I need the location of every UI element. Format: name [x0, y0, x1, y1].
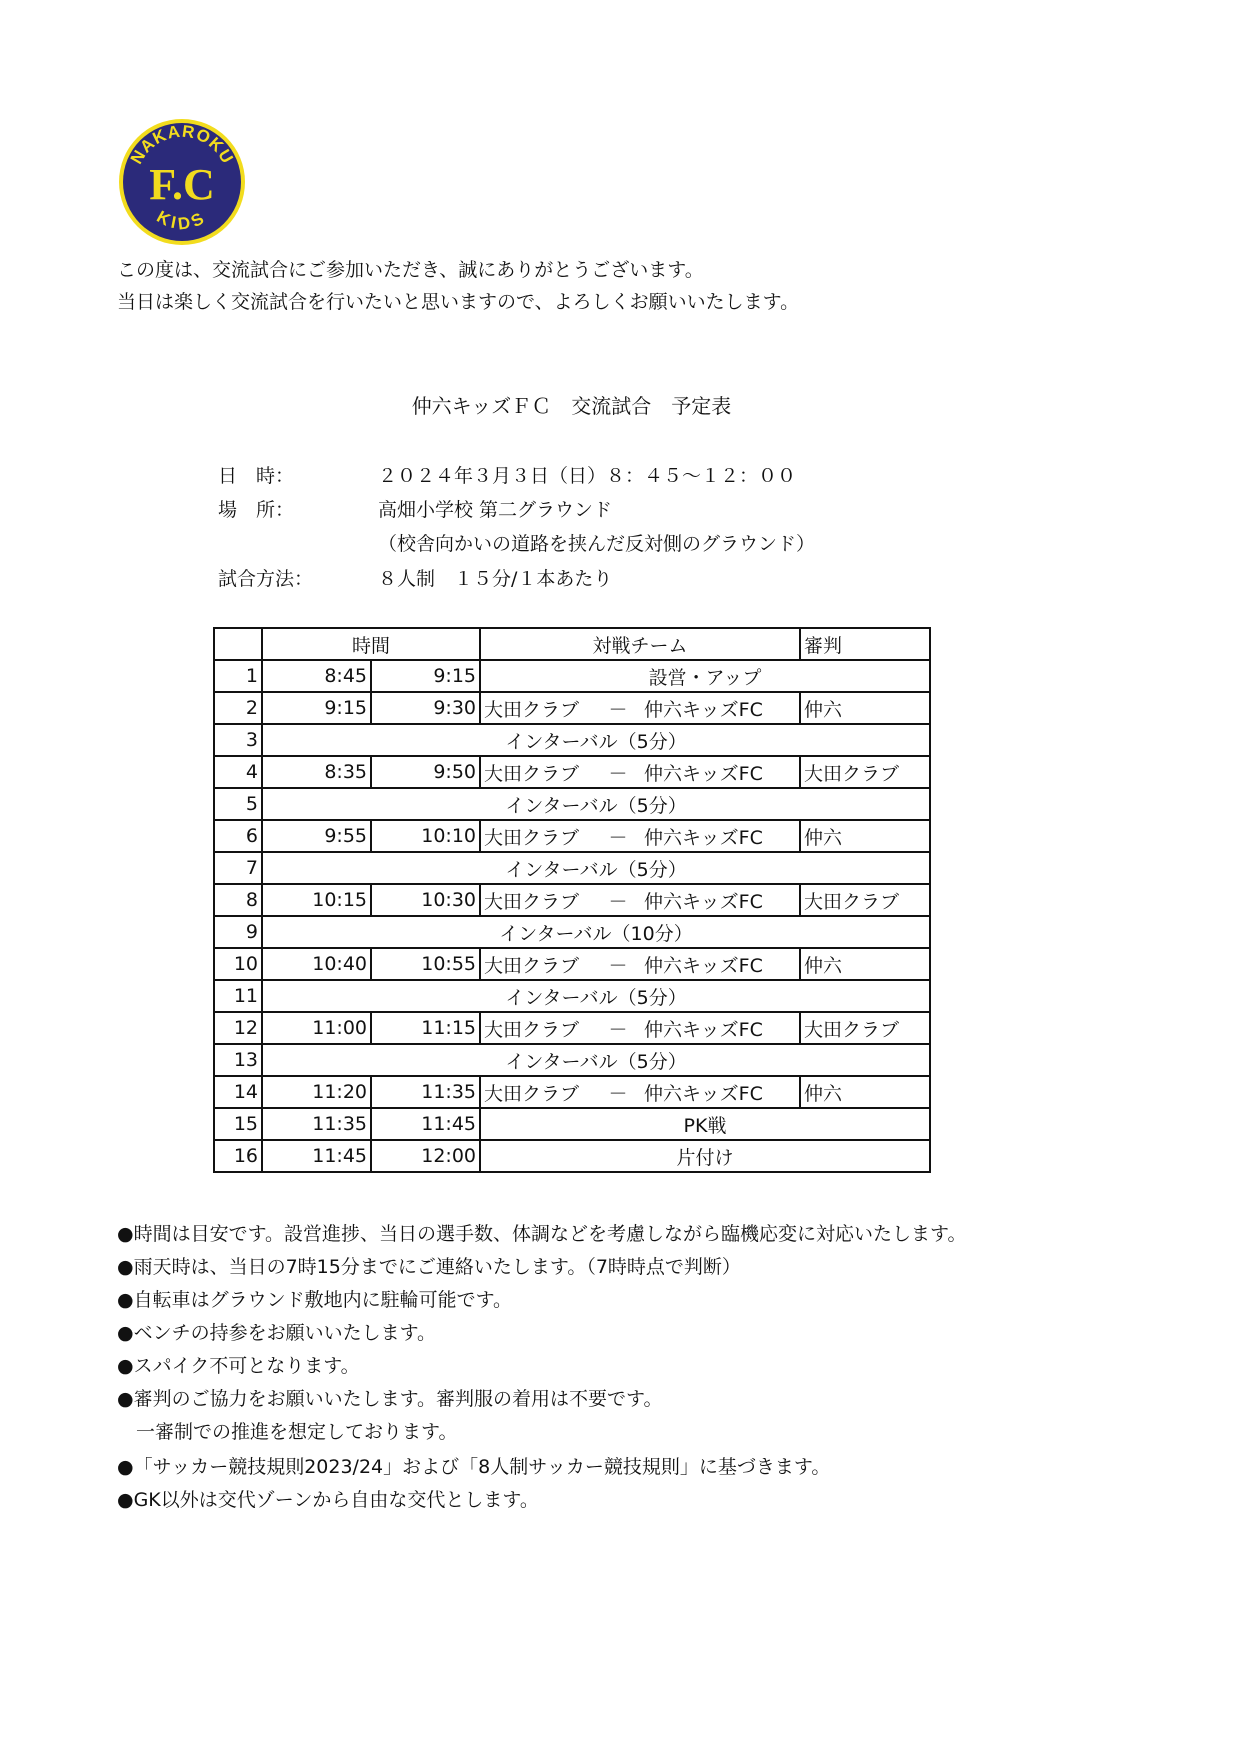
- method-label: 試合方法：: [218, 568, 314, 590]
- table-row: [214, 1140, 930, 1172]
- row-number: 9: [214, 916, 262, 948]
- team-home: 大田クラブ: [484, 1018, 580, 1041]
- note-item: ●GK以外は交代ゾーンから自由な交代とします。: [117, 1489, 539, 1511]
- table-row: [214, 692, 930, 724]
- team-away: 仲六キッズFC: [644, 1082, 763, 1105]
- row-number: 5: [214, 788, 262, 820]
- end-time: 10:30: [371, 884, 480, 916]
- referee-cell: 大田クラブ: [800, 884, 930, 916]
- activity-cell: 片付け: [480, 1140, 930, 1172]
- logo-center-text: F.C: [149, 160, 215, 209]
- date-value: ２０２４年３月３日（日）８：４５～１２：００: [378, 465, 797, 487]
- end-time: 11:35: [371, 1076, 480, 1108]
- vs-dash: －: [608, 1082, 628, 1105]
- vs-dash: －: [608, 890, 628, 913]
- end-time: 9:30: [371, 692, 480, 724]
- activity-cell: PK戦: [480, 1108, 930, 1140]
- note-item: ●ベンチの持参をお願いいたします。: [117, 1322, 437, 1344]
- match-cell: [480, 820, 800, 852]
- start-time: 11:45: [262, 1140, 371, 1172]
- team-home: 大田クラブ: [484, 826, 580, 849]
- row-number: 11: [214, 980, 262, 1012]
- start-time: 11:20: [262, 1076, 371, 1108]
- end-time: 11:45: [371, 1108, 480, 1140]
- team-logo: [117, 117, 247, 247]
- row-number: 16: [214, 1140, 262, 1172]
- row-number: 1: [214, 660, 262, 692]
- intro-line-2: 当日は楽しく交流試合を行いたいと思いますので、よろしくお願いいたします。: [117, 291, 800, 313]
- table-row: [214, 1044, 930, 1076]
- table-header-row: [214, 628, 930, 660]
- interval-cell: インターバル（10分）: [262, 916, 930, 948]
- table-row: [214, 820, 930, 852]
- row-number: 8: [214, 884, 262, 916]
- vs-dash: －: [608, 826, 628, 849]
- team-home: 大田クラブ: [484, 762, 580, 785]
- note-item: 一審制での推進を想定しております。: [117, 1421, 458, 1443]
- table-row: [214, 1012, 930, 1044]
- table-row: [214, 948, 930, 980]
- team-home: 大田クラブ: [484, 1082, 580, 1105]
- start-time: 8:45: [262, 660, 371, 692]
- team-away: 仲六キッズFC: [644, 1018, 763, 1041]
- start-time: 11:00: [262, 1012, 371, 1044]
- start-time: 8:35: [262, 756, 371, 788]
- team-home: 大田クラブ: [484, 954, 580, 977]
- vs-dash: －: [608, 762, 628, 785]
- note-item: ●スパイク不可となります。: [117, 1355, 360, 1377]
- team-away: 仲六キッズFC: [644, 826, 763, 849]
- row-number: 2: [214, 692, 262, 724]
- start-time: 11:35: [262, 1108, 371, 1140]
- referee-cell: 大田クラブ: [800, 1012, 930, 1044]
- schedule-table: [213, 627, 931, 1173]
- referee-cell: 大田クラブ: [800, 756, 930, 788]
- row-number: 6: [214, 820, 262, 852]
- end-time: 11:15: [371, 1012, 480, 1044]
- logo-bottom-text: KIDS: [153, 206, 211, 234]
- vs-dash: －: [608, 954, 628, 977]
- row-number: 10: [214, 948, 262, 980]
- referee-cell: 仲六: [800, 692, 930, 724]
- interval-cell: インターバル（5分）: [262, 1044, 930, 1076]
- end-time: 9:50: [371, 756, 480, 788]
- match-cell: [480, 884, 800, 916]
- row-number: 15: [214, 1108, 262, 1140]
- place-note: （校舎向かいの道路を挟んだ反対側のグラウンド）: [378, 533, 816, 555]
- end-time: 10:55: [371, 948, 480, 980]
- team-away: 仲六キッズFC: [644, 954, 763, 977]
- table-row: [214, 852, 930, 884]
- end-time: 10:10: [371, 820, 480, 852]
- method-value: ８人制 １５分/１本あたり: [378, 568, 613, 590]
- vs-dash: －: [608, 698, 628, 721]
- referee-cell: 仲六: [800, 1076, 930, 1108]
- table-row: [214, 788, 930, 820]
- place-label: 場 所：: [218, 499, 295, 521]
- team-away: 仲六キッズFC: [644, 698, 763, 721]
- referee-cell: 仲六: [800, 820, 930, 852]
- logo-top-text: NAKAROKU: [126, 121, 238, 168]
- interval-cell: インターバル（5分）: [262, 852, 930, 884]
- start-time: 10:40: [262, 948, 371, 980]
- end-time: 12:00: [371, 1140, 480, 1172]
- row-number: 13: [214, 1044, 262, 1076]
- match-cell: [480, 692, 800, 724]
- table-row: [214, 916, 930, 948]
- note-item: ●「サッカー競技規則2023/24」および「8人制サッカー競技規則」に基づきます。: [117, 1456, 831, 1478]
- vs-dash: －: [608, 1018, 628, 1041]
- row-number: 4: [214, 756, 262, 788]
- activity-cell: 設営・アップ: [480, 660, 930, 692]
- team-away: 仲六キッズFC: [644, 762, 763, 785]
- table-row: [214, 980, 930, 1012]
- table-row: [214, 1108, 930, 1140]
- interval-cell: インターバル（5分）: [262, 724, 930, 756]
- team-home: 大田クラブ: [484, 890, 580, 913]
- header-referee: 審判: [800, 628, 930, 660]
- team-home: 大田クラブ: [484, 698, 580, 721]
- table-row: [214, 884, 930, 916]
- note-item: ●時間は目安です。設営進捗、当日の選手数、体調などを考慮しながら臨機応変に対応いたします。: [117, 1223, 967, 1245]
- row-number: 12: [214, 1012, 262, 1044]
- note-item: ●自転車はグラウンド敷地内に駐輪可能です。: [117, 1289, 513, 1311]
- table-row: [214, 724, 930, 756]
- table-row: [214, 660, 930, 692]
- interval-cell: インターバル（5分）: [262, 980, 930, 1012]
- start-time: 9:15: [262, 692, 371, 724]
- row-number: 7: [214, 852, 262, 884]
- date-label: 日 時：: [218, 465, 295, 487]
- row-number: 14: [214, 1076, 262, 1108]
- header-time: 時間: [262, 628, 480, 660]
- page-title: 仲六キッズＦＣ 交流試合 予定表: [411, 394, 732, 418]
- header-match: 対戦チーム: [480, 628, 800, 660]
- match-cell: [480, 1012, 800, 1044]
- end-time: 9:15: [371, 660, 480, 692]
- header-no: [214, 628, 262, 660]
- place-value: 高畑小学校 第二グラウンド: [378, 499, 613, 521]
- match-cell: [480, 756, 800, 788]
- note-item: ●審判のご協力をお願いいたします。審判服の着用は不要です。: [117, 1388, 663, 1410]
- note-item: ●雨天時は、当日の7時15分までにご連絡いたします。（7時時点で判断）: [117, 1256, 741, 1278]
- table-row: [214, 1076, 930, 1108]
- match-cell: [480, 948, 800, 980]
- interval-cell: インターバル（5分）: [262, 788, 930, 820]
- start-time: 9:55: [262, 820, 371, 852]
- intro-line-1: この度は、交流試合にご参加いただき、誠にありがとうございます。: [117, 259, 704, 281]
- referee-cell: 仲六: [800, 948, 930, 980]
- start-time: 10:15: [262, 884, 371, 916]
- row-number: 3: [214, 724, 262, 756]
- table-row: [214, 756, 930, 788]
- match-cell: [480, 1076, 800, 1108]
- team-away: 仲六キッズFC: [644, 890, 763, 913]
